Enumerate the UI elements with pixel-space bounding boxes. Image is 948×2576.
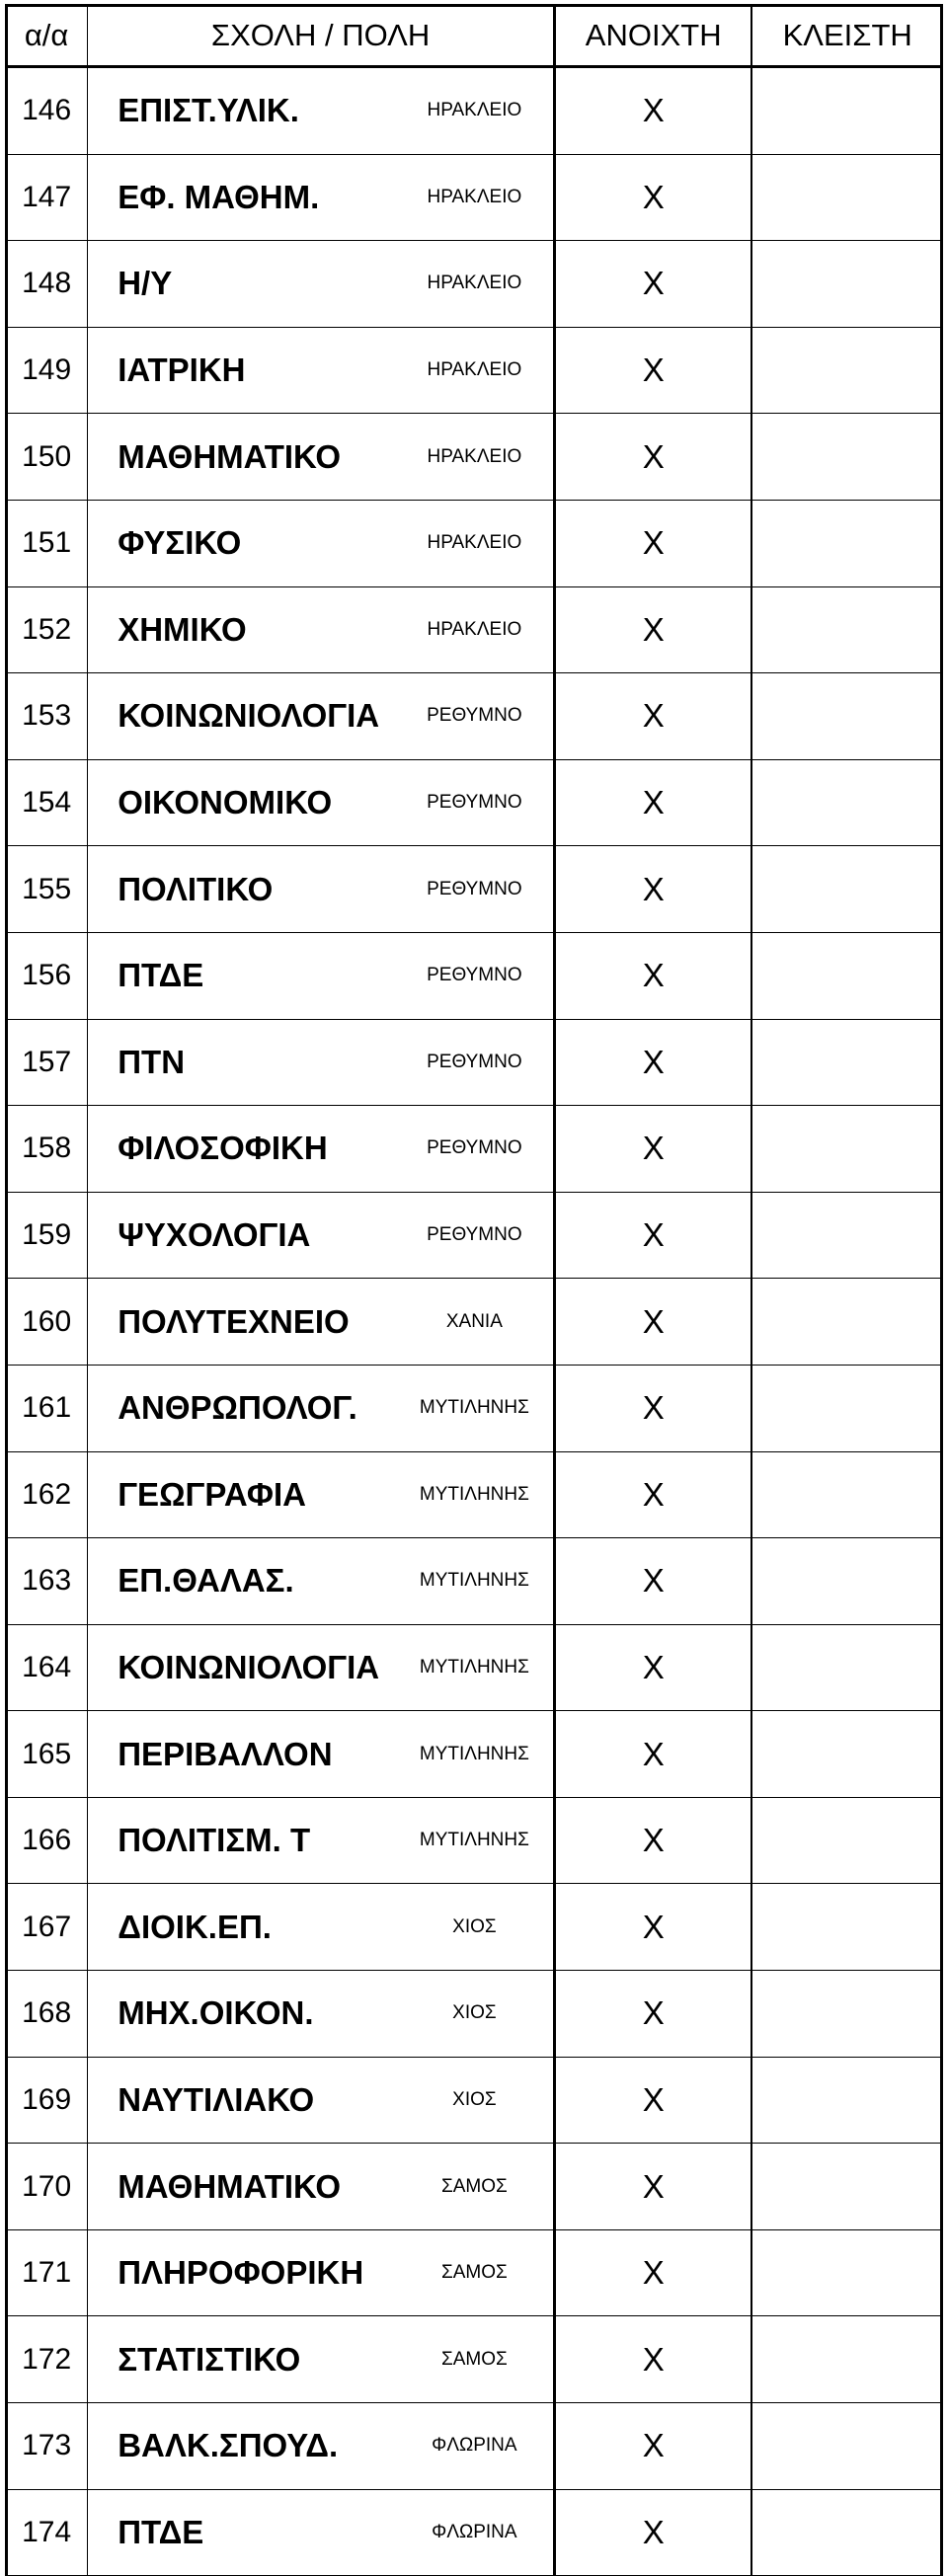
city-name: ΡΕΘΥΜΝΟ bbox=[396, 1106, 555, 1193]
table-row bbox=[6, 932, 943, 1019]
closed-mark bbox=[751, 2057, 942, 2144]
closed-mark bbox=[751, 586, 942, 673]
open-mark: Χ bbox=[554, 1365, 751, 1451]
row-number: 157 bbox=[6, 1019, 88, 1106]
table-row bbox=[6, 414, 943, 501]
city-name: ΜΥΤΙΛΗΝΗΣ bbox=[396, 1538, 555, 1625]
city-name: ΧΙΟΣ bbox=[396, 2057, 555, 2144]
city-name: ΜΥΤΙΛΗΝΗΣ bbox=[396, 1711, 555, 1798]
open-mark: Χ bbox=[554, 2403, 751, 2490]
table-row bbox=[6, 1711, 943, 1798]
city-name: ΡΕΘΥΜΝΟ bbox=[396, 673, 555, 760]
closed-mark bbox=[751, 1019, 942, 1106]
school-name: ΚΟΙΝΩΝΙΟΛΟΓΙΑ bbox=[88, 673, 396, 760]
open-mark: Χ bbox=[554, 1538, 751, 1625]
table-row bbox=[6, 1797, 943, 1884]
header-num: α/α bbox=[6, 5, 88, 67]
closed-mark bbox=[751, 1624, 942, 1711]
city-name: ΗΡΑΚΛΕΙΟ bbox=[396, 67, 555, 155]
table-row bbox=[6, 586, 943, 673]
city-name: ΧΑΝΙΑ bbox=[396, 1279, 555, 1366]
city-name: ΡΕΘΥΜΝΟ bbox=[396, 846, 555, 933]
city-name: ΡΕΘΥΜΝΟ bbox=[396, 1019, 555, 1106]
closed-mark bbox=[751, 1106, 942, 1193]
table-row bbox=[6, 1451, 943, 1538]
school-name: ΙΑΤΡΙΚΗ bbox=[88, 327, 396, 414]
open-mark: Χ bbox=[554, 2057, 751, 2144]
header-closed: ΚΛΕΙΣΤΗ bbox=[751, 5, 942, 67]
table-row bbox=[6, 1019, 943, 1106]
table-row bbox=[6, 2229, 943, 2316]
table-row bbox=[6, 2489, 943, 2576]
school-name: ΠΕΡΙΒΑΛΛΟΝ bbox=[88, 1711, 396, 1798]
table-row bbox=[6, 1365, 943, 1451]
school-name: ΑΝΘΡΩΠΟΛΟΓ. bbox=[88, 1365, 396, 1451]
open-mark: Χ bbox=[554, 932, 751, 1019]
open-mark: Χ bbox=[554, 1971, 751, 2058]
row-number: 160 bbox=[6, 1279, 88, 1366]
table-row bbox=[6, 759, 943, 846]
row-number: 165 bbox=[6, 1711, 88, 1798]
closed-mark bbox=[751, 846, 942, 933]
row-number: 155 bbox=[6, 846, 88, 933]
row-number: 170 bbox=[6, 2144, 88, 2230]
closed-mark bbox=[751, 67, 942, 155]
row-number: 167 bbox=[6, 1884, 88, 1971]
open-mark: Χ bbox=[554, 414, 751, 501]
open-mark: Χ bbox=[554, 154, 751, 241]
school-name: ΠΤΔΕ bbox=[88, 2489, 396, 2576]
table-row bbox=[6, 673, 943, 760]
school-name: ΓΕΩΓΡΑΦΙΑ bbox=[88, 1451, 396, 1538]
school-name: ΜΑΘΗΜΑΤΙΚΟ bbox=[88, 2144, 396, 2230]
row-number: 159 bbox=[6, 1192, 88, 1279]
table-row bbox=[6, 1279, 943, 1366]
school-name: ΠΛΗΡΟΦΟΡΙΚΗ bbox=[88, 2229, 396, 2316]
open-mark: Χ bbox=[554, 1624, 751, 1711]
row-number: 156 bbox=[6, 932, 88, 1019]
row-number: 148 bbox=[6, 241, 88, 328]
open-mark: Χ bbox=[554, 1451, 751, 1538]
table-row bbox=[6, 67, 943, 155]
city-name: ΗΡΑΚΛΕΙΟ bbox=[396, 154, 555, 241]
row-number: 162 bbox=[6, 1451, 88, 1538]
open-mark: Χ bbox=[554, 500, 751, 586]
table-row bbox=[6, 154, 943, 241]
table-row bbox=[6, 500, 943, 586]
row-number: 168 bbox=[6, 1971, 88, 2058]
table-row bbox=[6, 1106, 943, 1193]
open-mark: Χ bbox=[554, 586, 751, 673]
school-name: ΠΟΛΙΤΙΚΟ bbox=[88, 846, 396, 933]
open-mark: Χ bbox=[554, 1711, 751, 1798]
row-number: 166 bbox=[6, 1797, 88, 1884]
open-mark: Χ bbox=[554, 67, 751, 155]
city-name: ΦΛΩΡΙΝΑ bbox=[396, 2489, 555, 2576]
table-row bbox=[6, 1971, 943, 2058]
table-row bbox=[6, 2144, 943, 2230]
row-number: 172 bbox=[6, 2316, 88, 2403]
school-name: ΠΟΛΙΤΙΣΜ. Τ bbox=[88, 1797, 396, 1884]
open-mark: Χ bbox=[554, 1279, 751, 1366]
row-number: 169 bbox=[6, 2057, 88, 2144]
open-mark: Χ bbox=[554, 2144, 751, 2230]
table-body bbox=[6, 67, 943, 2576]
row-number: 150 bbox=[6, 414, 88, 501]
school-name: ΒΑΛΚ.ΣΠΟΥΔ. bbox=[88, 2403, 396, 2490]
school-name: ΕΠΙΣΤ.ΥΛΙΚ. bbox=[88, 67, 396, 155]
closed-mark bbox=[751, 1971, 942, 2058]
school-name: ΚΟΙΝΩΝΙΟΛΟΓΙΑ bbox=[88, 1624, 396, 1711]
table-row bbox=[6, 2316, 943, 2403]
city-name: ΗΡΑΚΛΕΙΟ bbox=[396, 414, 555, 501]
row-number: 161 bbox=[6, 1365, 88, 1451]
table-row bbox=[6, 1192, 943, 1279]
open-mark: Χ bbox=[554, 1106, 751, 1193]
open-mark: Χ bbox=[554, 1192, 751, 1279]
closed-mark bbox=[751, 1192, 942, 1279]
closed-mark bbox=[751, 2489, 942, 2576]
table-row bbox=[6, 2403, 943, 2490]
school-name: ΧΗΜΙΚΟ bbox=[88, 586, 396, 673]
closed-mark bbox=[751, 500, 942, 586]
closed-mark bbox=[751, 1797, 942, 1884]
city-name: ΗΡΑΚΛΕΙΟ bbox=[396, 241, 555, 328]
open-mark: Χ bbox=[554, 1884, 751, 1971]
city-name: ΗΡΑΚΛΕΙΟ bbox=[396, 327, 555, 414]
school-name: ΦΙΛΟΣΟΦΙΚΗ bbox=[88, 1106, 396, 1193]
city-name: ΡΕΘΥΜΝΟ bbox=[396, 932, 555, 1019]
row-number: 146 bbox=[6, 67, 88, 155]
closed-mark bbox=[751, 1538, 942, 1625]
closed-mark bbox=[751, 2229, 942, 2316]
row-number: 164 bbox=[6, 1624, 88, 1711]
city-name: ΧΙΟΣ bbox=[396, 1971, 555, 2058]
row-number: 153 bbox=[6, 673, 88, 760]
closed-mark bbox=[751, 1711, 942, 1798]
closed-mark bbox=[751, 154, 942, 241]
school-name: ΜΗΧ.ΟΙΚΟΝ. bbox=[88, 1971, 396, 2058]
school-name: ΕΦ. ΜΑΘΗΜ. bbox=[88, 154, 396, 241]
closed-mark bbox=[751, 327, 942, 414]
table-row bbox=[6, 2057, 943, 2144]
table-row bbox=[6, 1884, 943, 1971]
header-school-city: ΣΧΟΛΗ / ΠΟΛΗ bbox=[88, 5, 555, 67]
open-mark: Χ bbox=[554, 2229, 751, 2316]
row-number: 158 bbox=[6, 1106, 88, 1193]
row-number: 163 bbox=[6, 1538, 88, 1625]
school-name: ΦΥΣΙΚΟ bbox=[88, 500, 396, 586]
open-mark: Χ bbox=[554, 846, 751, 933]
open-mark: Χ bbox=[554, 759, 751, 846]
table-header-row bbox=[6, 5, 943, 67]
closed-mark bbox=[751, 673, 942, 760]
closed-mark bbox=[751, 1365, 942, 1451]
table-row bbox=[6, 846, 943, 933]
city-name: ΜΥΤΙΛΗΝΗΣ bbox=[396, 1624, 555, 1711]
city-name: ΡΕΘΥΜΝΟ bbox=[396, 759, 555, 846]
open-mark: Χ bbox=[554, 673, 751, 760]
open-mark: Χ bbox=[554, 241, 751, 328]
row-number: 171 bbox=[6, 2229, 88, 2316]
open-mark: Χ bbox=[554, 327, 751, 414]
closed-mark bbox=[751, 2316, 942, 2403]
open-mark: Χ bbox=[554, 2316, 751, 2403]
city-name: ΜΥΤΙΛΗΝΗΣ bbox=[396, 1451, 555, 1538]
row-number: 149 bbox=[6, 327, 88, 414]
school-name: ΕΠ.ΘΑΛΑΣ. bbox=[88, 1538, 396, 1625]
city-name: ΣΑΜΟΣ bbox=[396, 2144, 555, 2230]
open-mark: Χ bbox=[554, 2489, 751, 2576]
closed-mark bbox=[751, 2403, 942, 2490]
school-name: ΣΤΑΤΙΣΤΙΚΟ bbox=[88, 2316, 396, 2403]
table-row bbox=[6, 327, 943, 414]
city-name: ΣΑΜΟΣ bbox=[396, 2316, 555, 2403]
city-name: ΧΙΟΣ bbox=[396, 1884, 555, 1971]
city-name: ΜΥΤΙΛΗΝΗΣ bbox=[396, 1365, 555, 1451]
city-name: ΣΑΜΟΣ bbox=[396, 2229, 555, 2316]
closed-mark bbox=[751, 759, 942, 846]
school-name: ΟΙΚΟΝΟΜΙΚΟ bbox=[88, 759, 396, 846]
open-mark: Χ bbox=[554, 1019, 751, 1106]
school-name: ΝΑΥΤΙΛΙΑΚΟ bbox=[88, 2057, 396, 2144]
closed-mark bbox=[751, 414, 942, 501]
row-number: 154 bbox=[6, 759, 88, 846]
table-row bbox=[6, 1538, 943, 1625]
city-name: ΗΡΑΚΛΕΙΟ bbox=[396, 586, 555, 673]
closed-mark bbox=[751, 2144, 942, 2230]
header-open: ΑΝΟΙΧΤΗ bbox=[554, 5, 751, 67]
row-number: 151 bbox=[6, 500, 88, 586]
school-name: ΜΑΘΗΜΑΤΙΚΟ bbox=[88, 414, 396, 501]
closed-mark bbox=[751, 1451, 942, 1538]
row-number: 173 bbox=[6, 2403, 88, 2490]
school-name: Η/Υ bbox=[88, 241, 396, 328]
school-name: ΔΙΟΙΚ.ΕΠ. bbox=[88, 1884, 396, 1971]
open-mark: Χ bbox=[554, 1797, 751, 1884]
closed-mark bbox=[751, 932, 942, 1019]
table-row bbox=[6, 241, 943, 328]
closed-mark bbox=[751, 241, 942, 328]
row-number: 147 bbox=[6, 154, 88, 241]
row-number: 152 bbox=[6, 586, 88, 673]
closed-mark bbox=[751, 1279, 942, 1366]
schools-table bbox=[5, 4, 943, 2576]
city-name: ΦΛΩΡΙΝΑ bbox=[396, 2403, 555, 2490]
city-name: ΗΡΑΚΛΕΙΟ bbox=[396, 500, 555, 586]
school-name: ΠΟΛΥΤΕΧΝΕΙΟ bbox=[88, 1279, 396, 1366]
row-number: 174 bbox=[6, 2489, 88, 2576]
city-name: ΜΥΤΙΛΗΝΗΣ bbox=[396, 1797, 555, 1884]
table-row bbox=[6, 1624, 943, 1711]
school-name: ΨΥΧΟΛΟΓΙΑ bbox=[88, 1192, 396, 1279]
school-name: ΠΤΝ bbox=[88, 1019, 396, 1106]
school-name: ΠΤΔΕ bbox=[88, 932, 396, 1019]
closed-mark bbox=[751, 1884, 942, 1971]
city-name: ΡΕΘΥΜΝΟ bbox=[396, 1192, 555, 1279]
